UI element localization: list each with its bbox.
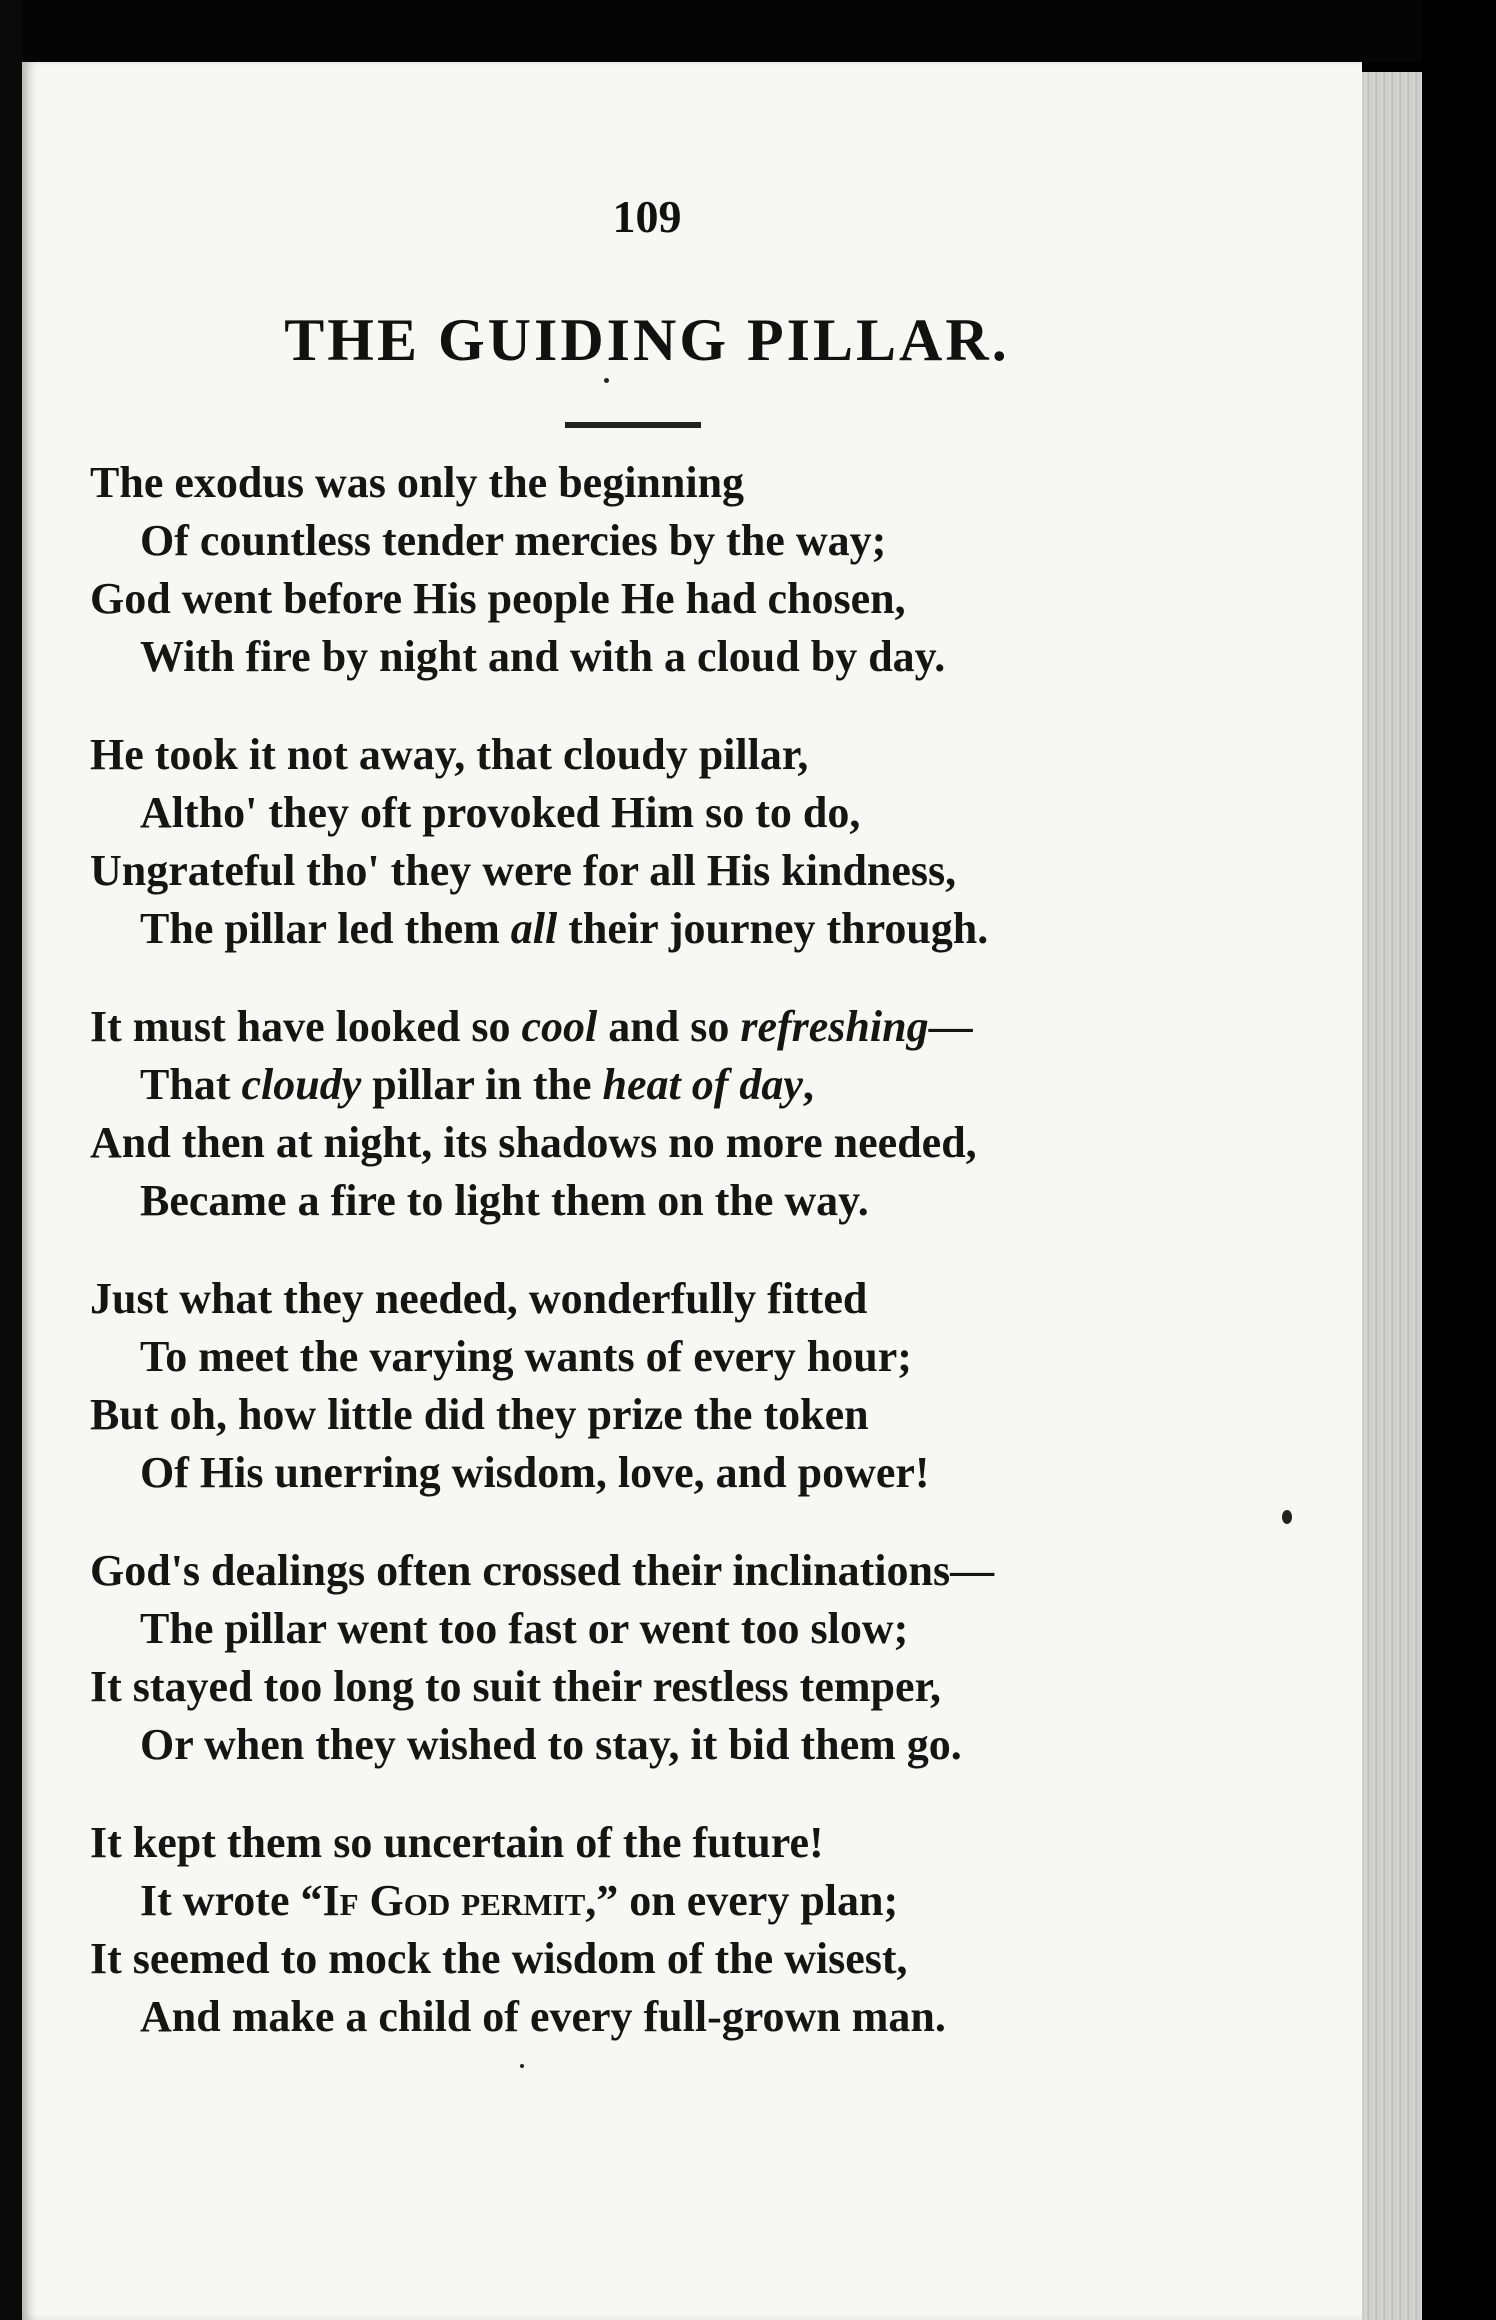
poem-line: To meet the varying wants of every hour;	[140, 1332, 912, 1381]
poem-line: And then at night, its shadows no more needed,	[90, 1118, 977, 1167]
page-number: 109	[612, 191, 682, 242]
poem-line: With fire by night and with a cloud by day.	[140, 632, 946, 681]
poem-line: Became a fire to light them on the way.	[140, 1176, 869, 1225]
stanza	[90, 1542, 1150, 1774]
stanza	[90, 454, 1150, 686]
poem-line: The exodus was only the beginning	[90, 458, 745, 507]
poem-line: It wrote “If God permit,” on every plan;	[140, 1876, 899, 1925]
poem-line: God went before His people He had chosen,	[90, 574, 906, 623]
poem-line: The pillar went too fast or went too slow;	[140, 1604, 909, 1653]
poem-line: Just what they needed, wonderfully fitted	[90, 1274, 868, 1323]
ink-speck	[520, 2064, 524, 2068]
poem-line: It must have looked so cool and so refreshing—	[90, 1002, 973, 1051]
poem-line: Ungrateful tho' they were for all His kindness,	[90, 846, 957, 895]
poem-title: THE GUIDING PILLAR.	[284, 307, 1010, 373]
title-divider	[565, 422, 701, 428]
stanza	[90, 1270, 1150, 1502]
poem-line: It seemed to mock the wisdom of the wisest,	[90, 1934, 908, 1983]
poem-line: He took it not away, that cloudy pillar,	[90, 730, 809, 779]
poem-line: That cloudy pillar in the heat of day,	[140, 1060, 814, 1109]
stanza	[90, 1814, 1150, 2046]
poem-line: Altho' they oft provoked Him so to do,	[140, 788, 861, 837]
poem-line: And make a child of every full-grown man.	[140, 1992, 946, 2041]
poem-line: Of countless tender mercies by the way;	[140, 516, 887, 565]
poem-line: But oh, how little did they prize the token	[90, 1390, 869, 1439]
poem-line: Of His unerring wisdom, love, and power!	[140, 1448, 930, 1497]
poem-body	[90, 454, 1150, 2086]
poem-line: It stayed too long to suit their restless temper,	[90, 1662, 941, 1711]
poem-line: God's dealings often crossed their inclinations—	[90, 1546, 995, 1595]
book-gutter	[0, 0, 22, 2320]
poem-line: It kept them so uncertain of the future!	[90, 1818, 824, 1867]
ink-speck	[604, 378, 609, 383]
stanza	[90, 998, 1150, 1230]
poem-line: The pillar led them all their journey through.	[140, 904, 989, 953]
ink-speck	[1282, 1510, 1292, 1524]
stanza	[90, 726, 1150, 958]
page-sheet	[22, 62, 1362, 2320]
scan-top-border	[22, 0, 1422, 62]
poem-line: Or when they wished to stay, it bid them go.	[140, 1720, 962, 1769]
